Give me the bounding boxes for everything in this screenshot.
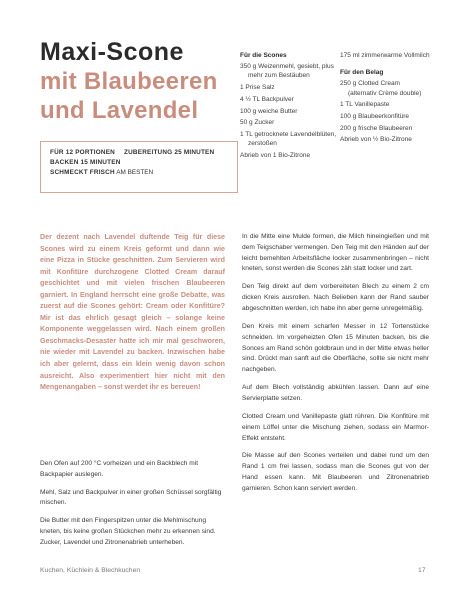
- topping-ingredients-heading: Für den Belag: [340, 69, 384, 77]
- steps-right-column: [242, 232, 429, 502]
- ingredient-item: Abrieb von ½ Bio-Zitrone: [340, 136, 412, 144]
- ingredient-item: 100 g Blaubeerkonfitüre: [340, 113, 410, 121]
- bake-time-label: BACKEN 15 MINUTEN: [50, 159, 121, 166]
- ingredients-column-1: [240, 51, 338, 163]
- recipe-info-box: [40, 141, 238, 193]
- ingredient-item: 4 ½ TL Backpulver: [240, 95, 294, 103]
- ingredient-item: 175 ml zimmerwarme Vollmilch: [340, 52, 430, 59]
- step-paragraph: Clotted Cream und Vanillepaste glatt rühren. Die Konfitüre mit einem Löffel unter die Mischung ziehen, sodass ein Marmor-Effekt entsteht.: [242, 412, 429, 442]
- step-paragraph: Auf dem Blech vollständig abkühlen lassen. Dann auf eine Servierplatte setzen.: [242, 384, 429, 402]
- taste-label-caps: SCHMECKT FRISCH: [50, 169, 115, 176]
- ingredient-item: 350 g Weizenmehl, gesiebt, plus mehr zum Bestäuben: [240, 63, 334, 80]
- ingredient-item: 250 g Clotted Cream (alternativ Crème double): [340, 80, 422, 97]
- recipe-intro: [40, 232, 225, 394]
- step-paragraph: Den Ofen auf 200 °C vorheizen und ein Backblech mit Backpapier auslegen.: [40, 460, 199, 478]
- step-paragraph: Die Masse auf den Scones verteilen und dabei rund um den Rand 1 cm frei lassen, sodass man die Scones gut von der Hand essen kann. Mit Blaubeeren und Zitronenabrieb garnieren. Schon kann serviert werden.: [242, 452, 429, 492]
- prep-time-label: ZUBEREITUNG 25 MINUTEN: [124, 149, 215, 156]
- ingredient-item: 100 g weiche Butter: [240, 107, 298, 115]
- intro-paragraph: Der dezent nach Lavendel duftende Teig für diese Scones wird zu einem Kreis geformt und dann wie eine Pizza in Stücke geschnitten. Zum Servieren wird mit Konfitüre durchzogene Clotted Cream darauf geschichtet und mit vielen frischen Blaubeeren garniert. In England herrscht eine große Debatte, was zuerst auf die Scones gehört: Cream oder Konfitüre? Mir ist das ehrlich gesagt gleich – solange keine Komponente weggelassen wird. Nach einem großen Geschmacks-Desaster hatte ich mir mal geschworen, nie wieder mit Lavendel zu backen. Inzwischen habe ich aber gelernt, dass ein klein wenig davon schon ausreicht. Also experimentiert hier nicht mit den Mengenangaben – sonst werdet ihr es bereuen!: [40, 233, 225, 392]
- page-number: 17: [418, 567, 426, 574]
- ingredient-item: 1 TL getrocknete Lavendelblüten, zerstoßen: [240, 130, 337, 148]
- scones-ingredients-heading: Für die Scones: [240, 52, 287, 59]
- step-paragraph: Den Teig direkt auf dem vorbereiteten Blech zu einem 2 cm dicken Kreis ausrollen. Nach Belieben kann der Rand sauber abgeschnitten werden, ich habe ihn aber gerne unregelmäßig.: [242, 283, 429, 312]
- title-line-2: mit Blaubeeren: [40, 68, 218, 95]
- footer-section-title: Kuchen, Küchlein & Blechkuchen: [40, 567, 141, 574]
- ingredient-item: 50 g Zucker: [240, 119, 275, 127]
- step-paragraph: In die Mitte eine Mulde formen, die Milch hineingießen und mit dem Teigschaber vermengen. Den Teig mit den Händen auf der leicht bemehlten Arbeitsfläche locker zusammenbringen – nicht kneten, sonst werden die Scones zäh statt locker und zart.: [242, 233, 429, 273]
- ingredients-column-2: [340, 51, 430, 147]
- step-paragraph: Den Kreis mit einem scharfen Messer in 12 Tortenstücke schneiden. Im vorgeheizten Ofen 15 Minuten backen, bis die Sonces am Rand schön goldbraun und in der Mitte etwas heller sind. Drückt man sanft auf die Oberfläche, sollte sie nicht mehr nachgeben.: [242, 322, 429, 374]
- ingredient-item: 200 g frische Blaubeeren: [340, 124, 413, 132]
- ingredient-item: 1 TL Vanillepaste: [340, 101, 390, 109]
- taste-label-rest: AM BESTEN: [116, 169, 154, 176]
- title-line-1: Maxi-Scone: [40, 38, 184, 66]
- ingredient-item: 1 Prise Salz: [240, 84, 275, 92]
- title-line-3: und Lavendel: [40, 97, 199, 124]
- ingredient-item: Abrieb von 1 Bio-Zitrone: [240, 151, 311, 159]
- step-paragraph: Die Butter mit den Fingerspitzen unter die Mehlmischung kneten, bis keine großen Stückchen mehr zu erkennen sind. Zucker, Lavendel und Zitronenabrieb unterheben.: [40, 517, 216, 546]
- recipe-title: [40, 38, 230, 125]
- steps-left-column: [40, 459, 225, 556]
- step-paragraph: Mehl, Salz und Backpulver in einer großen Schüssel sorgfältig mischen.: [40, 488, 222, 507]
- portions-label: FÜR 12 PORTIONEN: [50, 149, 115, 156]
